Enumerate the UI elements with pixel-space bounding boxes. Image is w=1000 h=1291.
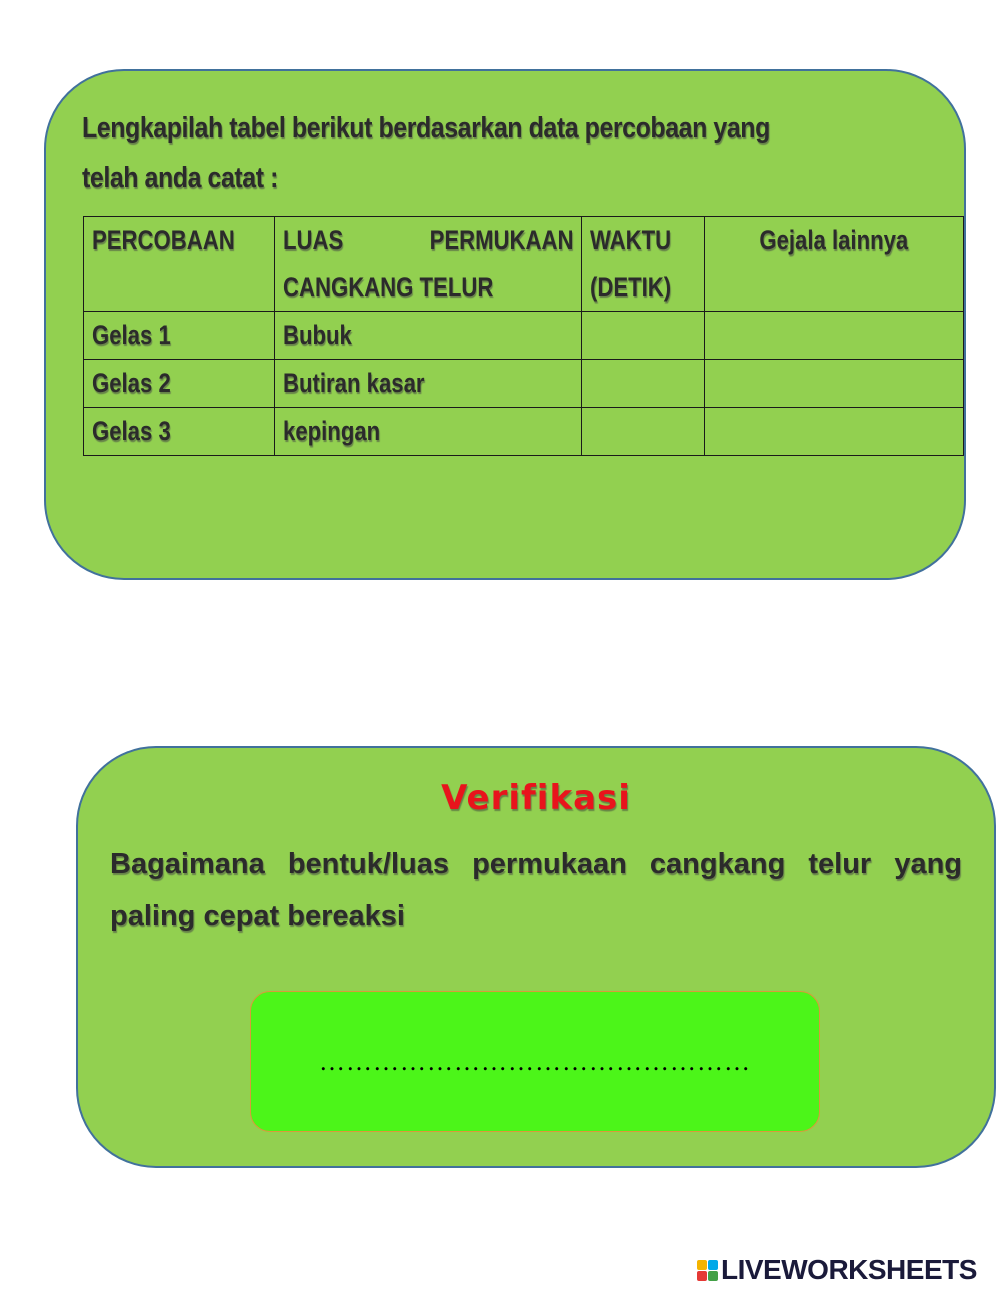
logo-square: [697, 1260, 707, 1270]
answer-input-box[interactable]: [250, 991, 820, 1132]
table-row: [84, 312, 964, 360]
question-word: yang: [894, 848, 962, 880]
brand-name: LIVEWORKSHEETS: [721, 1254, 977, 1285]
question-word: Bagaimana: [110, 848, 265, 880]
instruction-text: [82, 103, 933, 203]
table-row: [84, 360, 964, 408]
header-percobaan: PERCOBAAN: [84, 217, 275, 312]
header-gejala: Gejala lainnya: [705, 217, 964, 312]
row1-percobaan: Gelas 1: [84, 312, 275, 360]
row2-luas: Butiran kasar: [275, 360, 582, 408]
logo-square: [697, 1271, 707, 1281]
experiment-table: [83, 216, 964, 456]
row1-luas: Bubuk: [275, 312, 582, 360]
question-line-1: [110, 838, 962, 890]
instruction-card: [44, 69, 966, 580]
instruction-line-1: Lengkapilah tabel berikut berdasarkan data percobaan yang: [82, 112, 770, 144]
question-word: telur: [808, 848, 872, 880]
row3-gejala-input[interactable]: [705, 408, 964, 456]
row3-waktu-input[interactable]: [582, 408, 705, 456]
row1-gejala-input[interactable]: [705, 312, 964, 360]
row3-percobaan: Gelas 3: [84, 408, 275, 456]
verification-title: Verifikasi: [441, 778, 631, 818]
logo-square: [708, 1271, 718, 1281]
liveworksheets-logo-icon: [697, 1260, 718, 1281]
instruction-line-2: telah anda catat :: [82, 162, 278, 194]
header-luas-permukaan: LUAS PERMUKAAN CANGKANG TELUR: [275, 217, 582, 312]
question-word: bentuk/luas: [287, 848, 449, 880]
row1-waktu-input[interactable]: [582, 312, 705, 360]
liveworksheets-logo: [697, 1255, 977, 1285]
row2-waktu-input[interactable]: [582, 360, 705, 408]
header-waktu: WAKTU (DETIK): [582, 217, 705, 312]
logo-square: [708, 1260, 718, 1270]
row3-luas: kepingan: [275, 408, 582, 456]
row2-percobaan: Gelas 2: [84, 360, 275, 408]
verification-question: [110, 838, 962, 942]
answer-placeholder: …………………………………………: [319, 1046, 751, 1076]
question-line-2: paling cepat bereaksi: [110, 900, 405, 932]
table-header-row: [84, 217, 964, 312]
row2-gejala-input[interactable]: [705, 360, 964, 408]
table-row: [84, 408, 964, 456]
question-word: permukaan: [472, 848, 627, 880]
verification-card: [76, 746, 996, 1168]
question-word: cangkang: [649, 848, 786, 880]
